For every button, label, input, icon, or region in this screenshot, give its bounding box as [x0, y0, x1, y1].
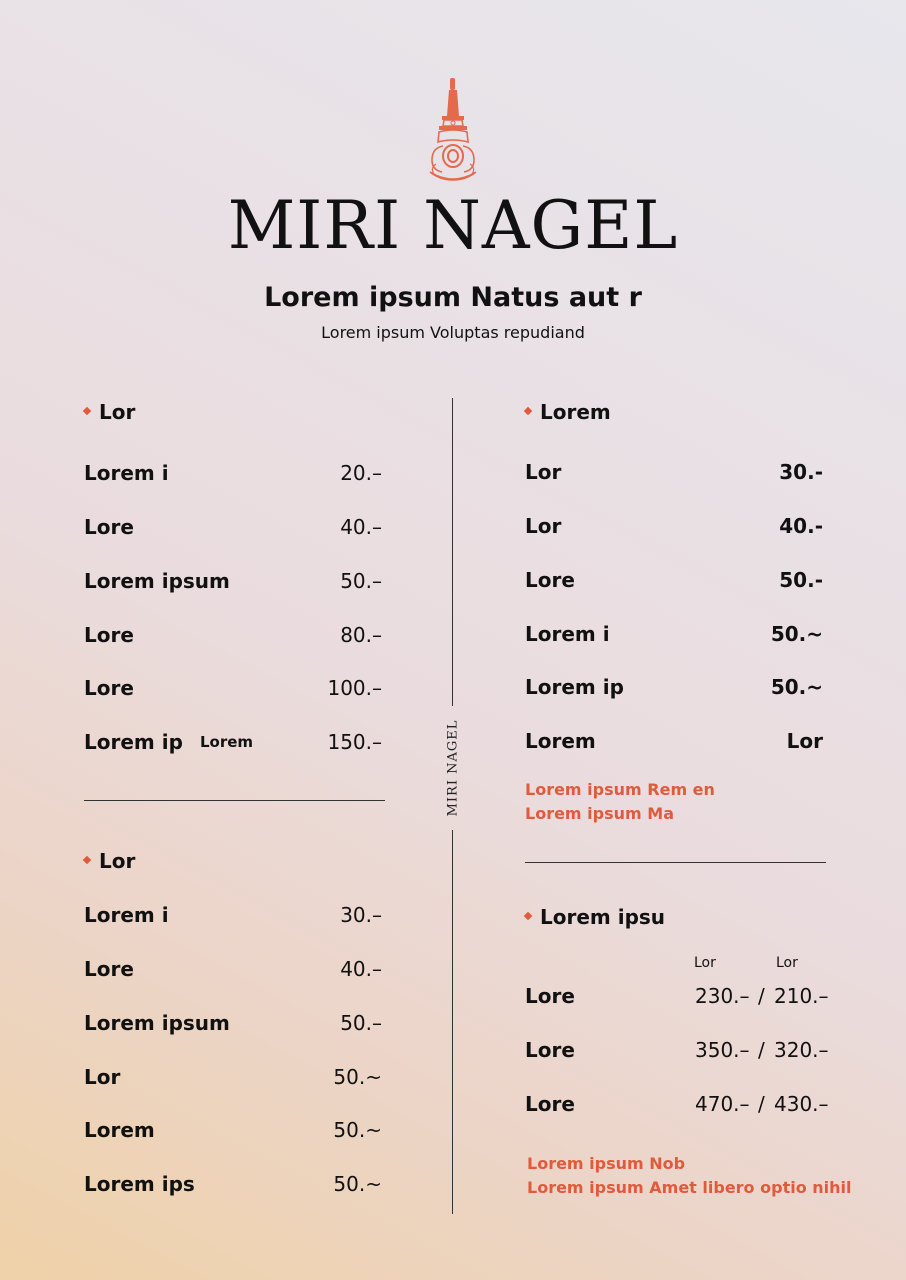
section-title: Lor: [84, 398, 135, 426]
diamond-bullet-icon: [524, 911, 532, 919]
diamond-bullet-icon: [524, 406, 532, 414]
menu-item: Lore 230.– / 210.–: [525, 984, 829, 1008]
menu-item: Lorem 50.~: [84, 1118, 382, 1142]
menu-item: Lore 100.–: [84, 676, 382, 700]
menu-item: Lorem i 20.–: [84, 461, 382, 485]
section-title: Lorem: [525, 398, 611, 426]
section-divider: [525, 862, 826, 863]
section-note: Lorem ipsum Rem en: [525, 780, 715, 799]
diamond-bullet-icon: [83, 855, 91, 863]
menu-item: Lor 30.-: [525, 460, 823, 484]
menu-item: Lore 50.-: [525, 568, 823, 592]
column-header: Lor: [776, 955, 798, 971]
vertical-divider-label: MIRI NAGEL: [445, 719, 461, 817]
menu-headline: Lorem ipsum Natus aut r: [264, 282, 642, 313]
section-note: Lorem ipsum Ma: [525, 804, 674, 823]
menu-item: Lorem i 50.~: [525, 622, 823, 646]
menu-item-note: Lorem: [200, 733, 254, 751]
diamond-bullet-icon: [83, 406, 91, 414]
menu-item: Lor 50.~: [84, 1065, 382, 1089]
section-title: Lorem ipsu: [525, 903, 665, 931]
menu-item: Lore 350.– / 320.–: [525, 1038, 829, 1062]
section-divider: [84, 800, 385, 801]
menu-item: Lore 40.–: [84, 957, 382, 981]
section-note: Lorem ipsum Amet libero optio nihil: [527, 1178, 852, 1197]
menu-subheadline: Lorem ipsum Voluptas repudiand: [321, 323, 585, 342]
menu-item: Lore 40.–: [84, 515, 382, 539]
menu-item: Lorem i 30.–: [84, 903, 382, 927]
menu-item: Lore 80.–: [84, 623, 382, 647]
brand-title: MIRI NAGEL: [227, 187, 679, 264]
menu-item: Lorem ip 50.~: [525, 675, 823, 699]
vertical-divider-bottom: [452, 830, 453, 1214]
menu-item: Lore 470.– / 430.–: [525, 1092, 829, 1116]
column-header: Lor: [694, 955, 716, 971]
vertical-divider-top: [452, 398, 453, 706]
ornamental-tower-icon: [426, 76, 480, 184]
menu-item: Lorem ip Lorem 150.–: [84, 727, 382, 757]
menu-item: Lorem ipsum 50.–: [84, 1011, 382, 1035]
section-note: Lorem ipsum Nob: [527, 1154, 686, 1173]
menu-item: Lor 40.-: [525, 514, 823, 538]
menu-item: Lorem Lor: [525, 729, 823, 753]
menu-item: Lorem ipsum 50.–: [84, 569, 382, 593]
menu-item: Lorem ips 50.~: [84, 1172, 382, 1196]
section-title: Lor: [84, 847, 135, 875]
